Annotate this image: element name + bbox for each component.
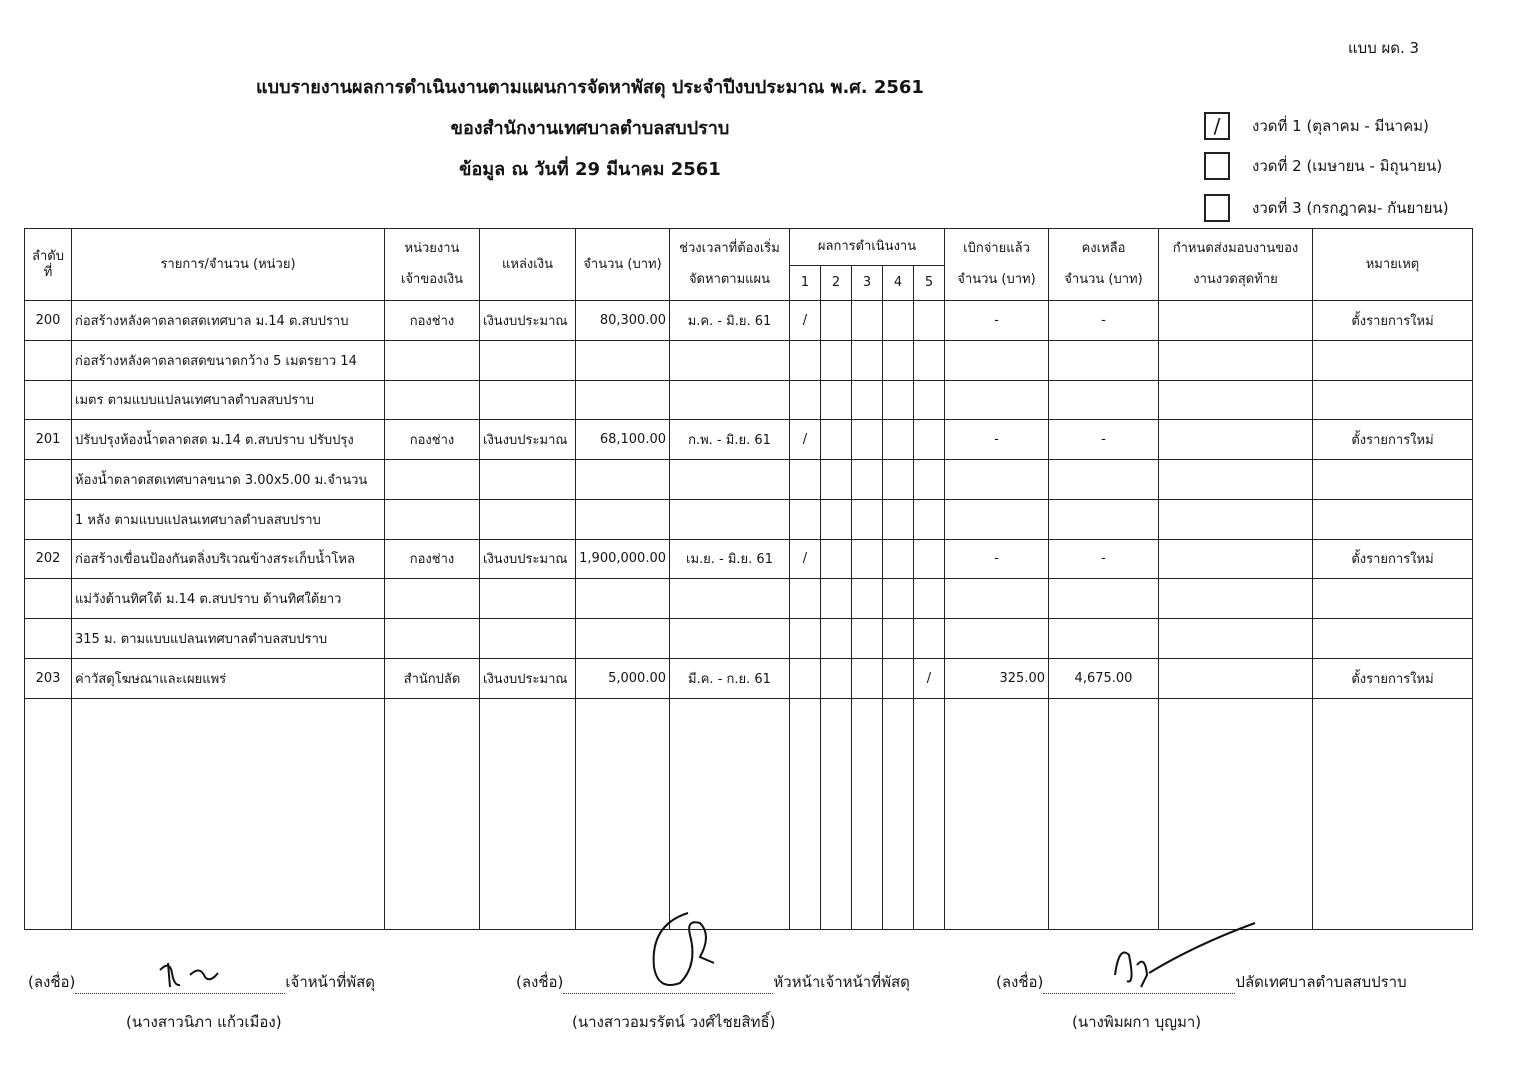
period-2-checkbox[interactable] (1204, 152, 1230, 180)
period-1-checkbox[interactable]: / (1204, 112, 1230, 140)
row-paid: 325.00 (945, 658, 1049, 698)
row-unit: กองช่าง (385, 301, 480, 341)
header-step-1: 1 (790, 266, 821, 301)
header-amount: จำนวน (บาท) (576, 229, 670, 301)
row-remain: - (1049, 301, 1159, 341)
row-item-line: ก่อสร้างหลังคาตลาดสดขนาดกว้าง 5 เมตรยาว 14 (72, 340, 385, 380)
empty-row (25, 698, 1473, 929)
period-3-option[interactable] (1204, 194, 1449, 222)
header-source: แหล่งเงิน (480, 229, 576, 301)
header-note: หมายเหตุ (1313, 229, 1473, 301)
row-amount: 5,000.00 (576, 658, 670, 698)
row-item: ก่อสร้างหลังคาตลาดสดเทศบาล ม.14 ต.สบปราบ (72, 301, 385, 341)
row-item-line: เมตร ตามแบบแปลนเทศบาลตำบลสบปราบ (72, 380, 385, 420)
row-amount: 1,900,000.00 (576, 539, 670, 579)
table-row (25, 579, 1473, 619)
row-item-line: 1 หลัง ตามแบบแปลนเทศบาลตำบลสบปราบ (72, 499, 385, 539)
report-title: แบบรายงานผลการดำเนินงานตามแผนการจัดหาพัสดุ ประจำปีงบประมาณ พ.ศ. 2561 (256, 77, 924, 98)
table-row (25, 658, 1473, 698)
table-row (25, 380, 1473, 420)
header-unit: หน่วยงาน เจ้าของเงิน (385, 229, 480, 301)
period-1-option[interactable] (1204, 112, 1429, 140)
row-note: ตั้งรายการใหม่ (1313, 420, 1473, 460)
row-period: ก.พ. - มิ.ย. 61 (670, 420, 790, 460)
signature-role: เจ้าหน้าที่พัสดุ (285, 973, 375, 991)
signature-name-head-officer: (นางสาวอมรรัตน์ วงศ์ไชยสิทธิ์) (572, 1013, 776, 1031)
table-row (25, 499, 1473, 539)
header-no: ลำดับ ที่ (25, 229, 72, 301)
handwritten-signature-1 (150, 955, 240, 995)
header-deadline: กำหนดส่งมอบงานของ งานงวดสุดท้าย (1159, 229, 1313, 301)
row-paid: - (945, 539, 1049, 579)
period-2-label: งวดที่ 2 (เมษายน - มิถุนายน) (1252, 157, 1443, 175)
signature-name-municipal-clerk: (นางพิมผกา บุญมา) (1072, 1013, 1202, 1031)
row-unit: สำนักปลัด (385, 658, 480, 698)
procurement-report-table (24, 228, 1473, 930)
row-step-1-mark: / (790, 420, 821, 460)
row-source: เงินงบประมาณ (480, 420, 576, 460)
row-amount: 80,300.00 (576, 301, 670, 341)
row-no: 203 (25, 658, 72, 698)
row-source: เงินงบประมาณ (480, 658, 576, 698)
row-note: ตั้งรายการใหม่ (1313, 658, 1473, 698)
row-amount: 68,100.00 (576, 420, 670, 460)
row-remain: - (1049, 539, 1159, 579)
signature-prefix: (ลงชื่อ) (996, 973, 1044, 991)
table-row (25, 420, 1473, 460)
signature-role: ปลัดเทศบาลตำบลสบปราบ (1235, 973, 1407, 991)
row-step-1-mark: / (790, 539, 821, 579)
table-row (25, 301, 1473, 341)
table-row (25, 539, 1473, 579)
period-3-label: งวดที่ 3 (กรกฎาคม- กันยายน) (1252, 199, 1449, 217)
period-2-option[interactable] (1204, 152, 1442, 180)
row-paid: - (945, 301, 1049, 341)
form-code: แบบ ผด. 3 (1348, 39, 1420, 57)
table-row (25, 340, 1473, 380)
handwritten-signature-3 (1105, 915, 1265, 995)
row-no: 201 (25, 420, 72, 460)
header-step-4: 4 (883, 266, 914, 301)
row-remain: 4,675.00 (1049, 658, 1159, 698)
agency-name: ของสำนักงานเทศบาลตำบลสบปราบ (450, 118, 730, 139)
signature-prefix: (ลงชื่อ) (516, 973, 564, 991)
row-item-line: ปรับปรุงห้องน้ำตลาดสด ม.14 ต.สบปราบ ปรับปรุง (72, 420, 385, 460)
header-step-5: 5 (914, 266, 945, 301)
row-period: ม.ค. - มิ.ย. 61 (670, 301, 790, 341)
header-step-2: 2 (821, 266, 852, 301)
header-step-3: 3 (852, 266, 883, 301)
header-result: ผลการดำเนินงาน (790, 229, 945, 266)
header-period: ช่วงเวลาที่ต้องเริ่ม จัดหาตามแผน (670, 229, 790, 301)
row-step-1-mark: / (790, 301, 821, 341)
row-source: เงินงบประมาณ (480, 539, 576, 579)
period-1-label: งวดที่ 1 (ตุลาคม - มีนาคม) (1252, 117, 1429, 135)
period-3-checkbox[interactable] (1204, 194, 1230, 222)
row-period: เม.ย. - มิ.ย. 61 (670, 539, 790, 579)
row-unit: กองช่าง (385, 420, 480, 460)
row-note: ตั้งรายการใหม่ (1313, 301, 1473, 341)
handwritten-signature-2 (640, 905, 730, 995)
table-row (25, 619, 1473, 659)
row-no: 202 (25, 539, 72, 579)
header-remain: คงเหลือ จำนวน (บาท) (1049, 229, 1159, 301)
signature-name-officer: (นางสาวนิภา แก้วเมือง) (126, 1013, 282, 1031)
row-item-line: แม่วังด้านทิศใต้ ม.14 ต.สบปราบ ด้านทิศใต้ยาว (72, 579, 385, 619)
as-of-date: ข้อมูล ณ วันที่ 29 มีนาคม 2561 (459, 159, 721, 180)
row-item-line: ห้องน้ำตลาดสดเทศบาลขนาด 3.00x5.00 ม.จำนวน (72, 460, 385, 500)
table-row (25, 460, 1473, 500)
row-item-line: ก่อสร้างเขื่อนป้องกันตลิ่งบริเวณข้างสระเก็บน้ำโหล (72, 539, 385, 579)
header-paid: เบิกจ่ายแล้ว จำนวน (บาท) (945, 229, 1049, 301)
row-note: ตั้งรายการใหม่ (1313, 539, 1473, 579)
row-source: เงินงบประมาณ (480, 301, 576, 341)
row-period: มี.ค. - ก.ย. 61 (670, 658, 790, 698)
row-no: 200 (25, 301, 72, 341)
row-item-line: ค่าวัสดุโฆษณาและเผยแพร่ (72, 658, 385, 698)
row-item-line: 315 ม. ตามแบบแปลนเทศบาลตำบลสบปราบ (72, 619, 385, 659)
row-remain: - (1049, 420, 1159, 460)
row-paid: - (945, 420, 1049, 460)
signature-role: หัวหน้าเจ้าหน้าที่พัสดุ (773, 973, 910, 991)
row-unit: กองช่าง (385, 539, 480, 579)
header-item: รายการ/จำนวน (หน่วย) (72, 229, 385, 301)
signature-prefix: (ลงชื่อ) (28, 973, 76, 991)
row-step-5-mark: / (914, 658, 945, 698)
